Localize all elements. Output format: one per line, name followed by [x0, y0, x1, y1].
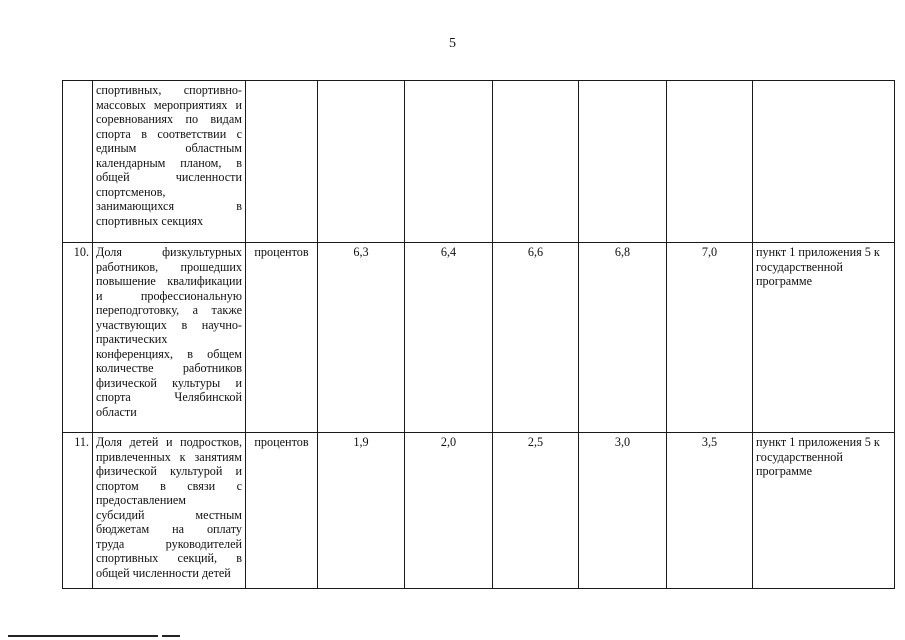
value-cell: 3,5 [667, 433, 753, 589]
indicator-name-line: соревнованиях по видам [96, 112, 242, 126]
unit-cell [246, 81, 318, 243]
indicator-name-line: календарным планом, в [96, 155, 242, 170]
indicator-name-line: спортивных секций, в [96, 551, 242, 565]
value-cell [667, 81, 753, 243]
value-cell [318, 81, 405, 243]
indicator-name-line: единым областным [96, 141, 242, 155]
value-cell [493, 81, 579, 243]
table-row [63, 81, 895, 243]
indicator-name-line: бюджетам на оплату [96, 522, 242, 536]
source-cell: пункт 1 приложения 5 к государственной программе [753, 243, 895, 433]
unit-cell: процентов [246, 433, 318, 589]
value-cell: 6,8 [579, 243, 667, 433]
row-number: 10. [63, 243, 93, 433]
value-cell: 1,9 [318, 433, 405, 589]
indicator-name-line: труда руководителей [96, 536, 242, 551]
unit-cell: процентов [246, 243, 318, 433]
row-number [63, 81, 93, 243]
indicator-name [93, 81, 246, 243]
indicator-name-line: общей численности [96, 170, 242, 184]
indicator-name-line: спортсменов, [96, 184, 166, 199]
indicator-name-line: и профессиональную [96, 288, 242, 303]
footer-rule-short [162, 635, 180, 637]
indicator-name-line: привлеченных к занятиям [96, 449, 242, 464]
indicator-name-line: области [96, 404, 137, 419]
value-cell: 6,4 [405, 243, 493, 433]
indicator-name-line: участвующих в научно- [96, 317, 242, 332]
value-cell: 2,0 [405, 433, 493, 589]
indicator-name-line: работников, прошедших [96, 259, 242, 274]
indicator-name-line: Доля физкультурных [96, 245, 242, 259]
table-body [63, 81, 895, 589]
indicator-name-line: спортивных секциях [96, 213, 204, 228]
indicator-name-line: физической культуры и [96, 375, 242, 390]
indicator-name [93, 243, 246, 433]
indicator-name-line: массовых мероприятиях и [96, 97, 242, 112]
indicator-name-line: спорта в соответствии с [96, 126, 242, 141]
indicator-name-line: повышение квалификации [96, 274, 242, 288]
value-cell [405, 81, 493, 243]
source-cell [753, 81, 895, 243]
indicator-name-line: Доля детей и подростков, [96, 435, 242, 449]
indicator-name-line: предоставлением [96, 493, 187, 507]
footer-rule [8, 635, 158, 637]
indicator-name-line: физической культурой и [96, 464, 242, 478]
indicator-name [93, 433, 246, 589]
indicator-name-line: субсидий местным [96, 507, 242, 522]
value-cell: 6,6 [493, 243, 579, 433]
source-cell: пункт 1 приложения 5 к государственной программе [753, 433, 895, 589]
indicator-name-line: конференциях, в общем [96, 346, 242, 361]
indicators-table [62, 80, 895, 589]
value-cell: 3,0 [579, 433, 667, 589]
table-row [63, 243, 895, 433]
row-number: 11. [63, 433, 93, 589]
indicator-name-line: переподготовку, а также [96, 303, 242, 317]
indicator-name-line: спортивных, спортивно- [96, 83, 242, 97]
indicator-name-line: количестве работников [96, 361, 242, 375]
table-row [63, 433, 895, 589]
indicator-name-line: практических [96, 332, 168, 346]
indicator-name-line: спортом в связи с [96, 478, 242, 493]
page-number: 5 [449, 36, 456, 51]
value-cell: 2,5 [493, 433, 579, 589]
value-cell [579, 81, 667, 243]
value-cell: 7,0 [667, 243, 753, 433]
value-cell: 6,3 [318, 243, 405, 433]
indicator-name-line: занимающихся в [96, 199, 242, 213]
indicator-name-line: спорта Челябинской [96, 390, 242, 404]
indicator-name-line: общей численности детей [96, 565, 231, 580]
